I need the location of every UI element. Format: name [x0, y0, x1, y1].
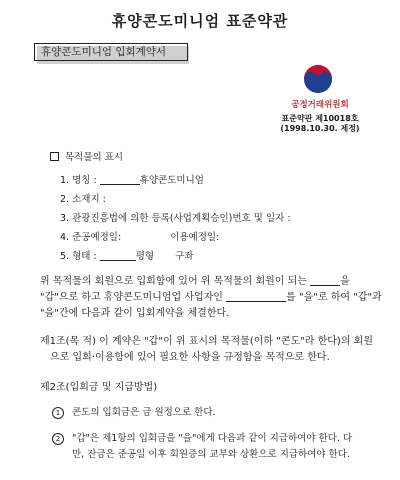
clause-number-circle: 1: [52, 407, 64, 419]
blank-field: [226, 291, 286, 302]
preamble-line-1: 위 목적물의 회원으로 입회함에 있어 위 목적물의 회원이 되는 을: [40, 276, 350, 287]
article-2-clause-2-line-1: 2 "갑"은 제1항의 입회금을 "을"에게 다음과 같이 지급하여야 한다. 다: [52, 430, 352, 445]
item-type: 5. 형태 : 평형 구좌: [60, 251, 194, 262]
blank-field: [310, 275, 340, 286]
standard-number-label: 표준약관 제10018호: [281, 114, 359, 123]
standard-date: (1998.10.30. 제정): [280, 124, 360, 133]
item-location: 2. 소재지 :: [60, 194, 106, 205]
article-2-heading: 제2조(입회금 및 지급방법): [40, 382, 158, 393]
preamble-line-2: "갑"으로 하고 휴양콘도미니엄업 사업자인 를 "을"로 하여 "갑"과: [40, 292, 382, 303]
clause-number-circle: 2: [52, 433, 64, 445]
checkbox-square-icon: [50, 152, 59, 161]
article-1-line-2: 으로 입회·이용함에 있어 필요한 사항을 규정함을 목적으로 한다.: [50, 352, 330, 363]
preamble-line-3: "을"간에 다음과 같이 입회계약을 체결한다.: [40, 308, 230, 319]
blank-field: [100, 250, 136, 261]
document-subtitle: 휴양콘도미니엄 입회계약서: [34, 43, 188, 61]
standard-number: [270, 114, 370, 134]
document-title: 휴양콘도미니엄 표준약관: [111, 12, 289, 30]
article-2-clause-2-line-2: 만, 잔금은 준공일 이후 회원증의 교부와 상환으로 지급하여야 한다.: [72, 449, 350, 460]
item-name: 1. 명칭 : 휴양콘도미니엄: [60, 175, 204, 186]
government-emblem-icon: [303, 64, 333, 94]
article-1-line-1: 제1조(목 적) 이 계약은 "갑"이 위 표시의 목적물(이하 "콘도"라 한다)의 회원: [40, 336, 373, 347]
section-heading: 목적물의 표시: [50, 149, 123, 163]
article-2-clause-1: 1 콘도의 입회금은 금 원정으로 한다.: [52, 404, 216, 419]
blank-field: [100, 174, 140, 185]
item-registration: 3. 관광진흥법에 의한 등록(사업계획승인)번호 및 일자 :: [60, 213, 291, 224]
organization-name: 공정거래위원회: [291, 100, 349, 110]
item-completion-date: 4. 준공예정일: 이용예정일:: [60, 232, 220, 243]
